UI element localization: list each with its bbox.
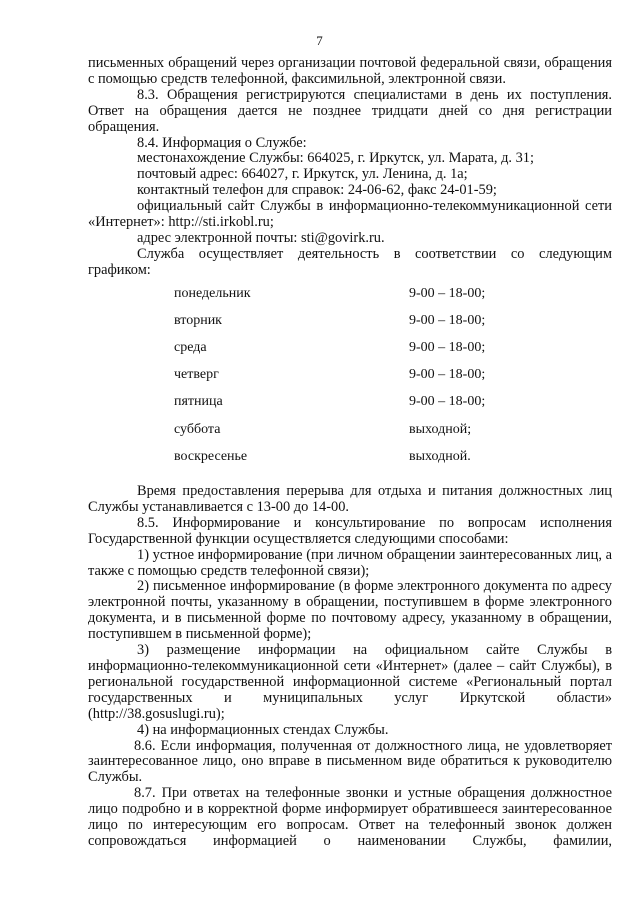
list-item-stands: 4) на информационных стендах Службы.: [137, 721, 389, 738]
list-item-written: 2) письменное информирование (в форме электронного документа по адресу электронной почты, указанному в обращении, поступившем в форме электронного документа, и в письменной форме по почтовому адресу, указанному в обращении, поступившем в письменной форме);: [88, 578, 612, 643]
paragraph-8-7: 8.7. При ответах на телефонные звонки и устные обращения должностное лицо подробно и в корректной форме информирует обратившееся заинтересованное лицо по интересующим его вопросам. Ответ на телефонный звонок должен сопровождаться информацией о наименовании Службы, фамилии,: [88, 785, 612, 849]
paragraph-8-6: 8.6. Если информация, полученная от должностного лица, не удовлетворяет заинтересованное лицо, оно вправе в письменном виде обратиться к руководителю Службы.: [88, 737, 612, 786]
schedule-row: [174, 286, 485, 313]
list-item-website: 3) размещение информации на официальном сайте Службы в информационно-телекоммуникационной сети «Интернет» (далее – сайт Службы), в региональной государственной информационной системе «Региональный портал государственных и муниципальных услуг Иркутской области» (http://38.gosuslugi.ru);: [88, 642, 612, 722]
location-line: местонахождение Службы: 664025, г. Иркутск, ул. Марата, д. 31;: [137, 150, 535, 167]
paragraph-8-3: 8.3. Обращения регистрируются специалистами в день их поступления. Ответ на обращения дается не позднее тридцати дней со дня регистрации обращения.: [88, 86, 612, 135]
schedule-row: [174, 422, 485, 449]
schedule-day: вторник: [174, 312, 222, 328]
website-line: официальный сайт Службы в информационно-телекоммуникационной сети «Интернет»: http://sti.irkobl.ru;: [88, 198, 612, 231]
schedule-day: четверг: [174, 367, 219, 383]
schedule-hours: 9-00 – 18-00;: [409, 285, 486, 301]
schedule-day: среда: [174, 340, 207, 356]
paragraph-8-4: 8.4. Информация о Службе:: [137, 134, 307, 151]
page-number: 7: [316, 33, 323, 48]
schedule-hours: выходной.: [409, 448, 471, 464]
schedule-day: понедельник: [174, 285, 251, 301]
schedule-hours: 9-00 – 18-00;: [409, 340, 486, 356]
work-schedule-table: [174, 286, 485, 476]
schedule-hours: выходной;: [409, 421, 472, 437]
schedule-row: [174, 313, 485, 340]
schedule-day: суббота: [174, 421, 221, 437]
schedule-day: пятница: [174, 394, 223, 410]
contact-phone-line: контактный телефон для справок: 24-06-62, факс 24-01-59;: [137, 182, 497, 199]
document-body: [88, 56, 612, 850]
email-line: адрес электронной почты: sti@govirk.ru.: [137, 229, 385, 246]
schedule-hours: 9-00 – 18-00;: [409, 312, 486, 328]
schedule-intro: Служба осуществляет деятельность в соответствии со следующим графиком:: [88, 245, 612, 278]
schedule-row: [174, 367, 485, 394]
schedule-hours: 9-00 – 18-00;: [409, 367, 486, 383]
break-time-paragraph: Время предоставления перерыва для отдыха и питания должностных лиц Службы устанавливается с 13-00 до 14-00.: [88, 483, 612, 515]
schedule-row: [174, 449, 485, 476]
schedule-hours: 9-00 – 18-00;: [409, 394, 486, 410]
postal-address-line: почтовый адрес: 664027, г. Иркутск, ул. Ленина, д. 1а;: [137, 166, 468, 183]
paragraph-mail-appeals: письменных обращений через организации почтовой федеральной связи, обращения с помощью средств телефонной, факсимильной, электронной связи.: [88, 55, 612, 87]
list-item-oral: 1) устное информирование (при личном обращении заинтересованных лиц, а также с помощью средств телефонной связи);: [88, 546, 612, 579]
schedule-row: [174, 340, 485, 367]
paragraph-8-5: 8.5. Информирование и консультирование по вопросам исполнения Государственной функции осуществляется следующими способами:: [88, 514, 612, 547]
schedule-row: [174, 394, 485, 421]
schedule-day: воскресенье: [174, 448, 248, 464]
